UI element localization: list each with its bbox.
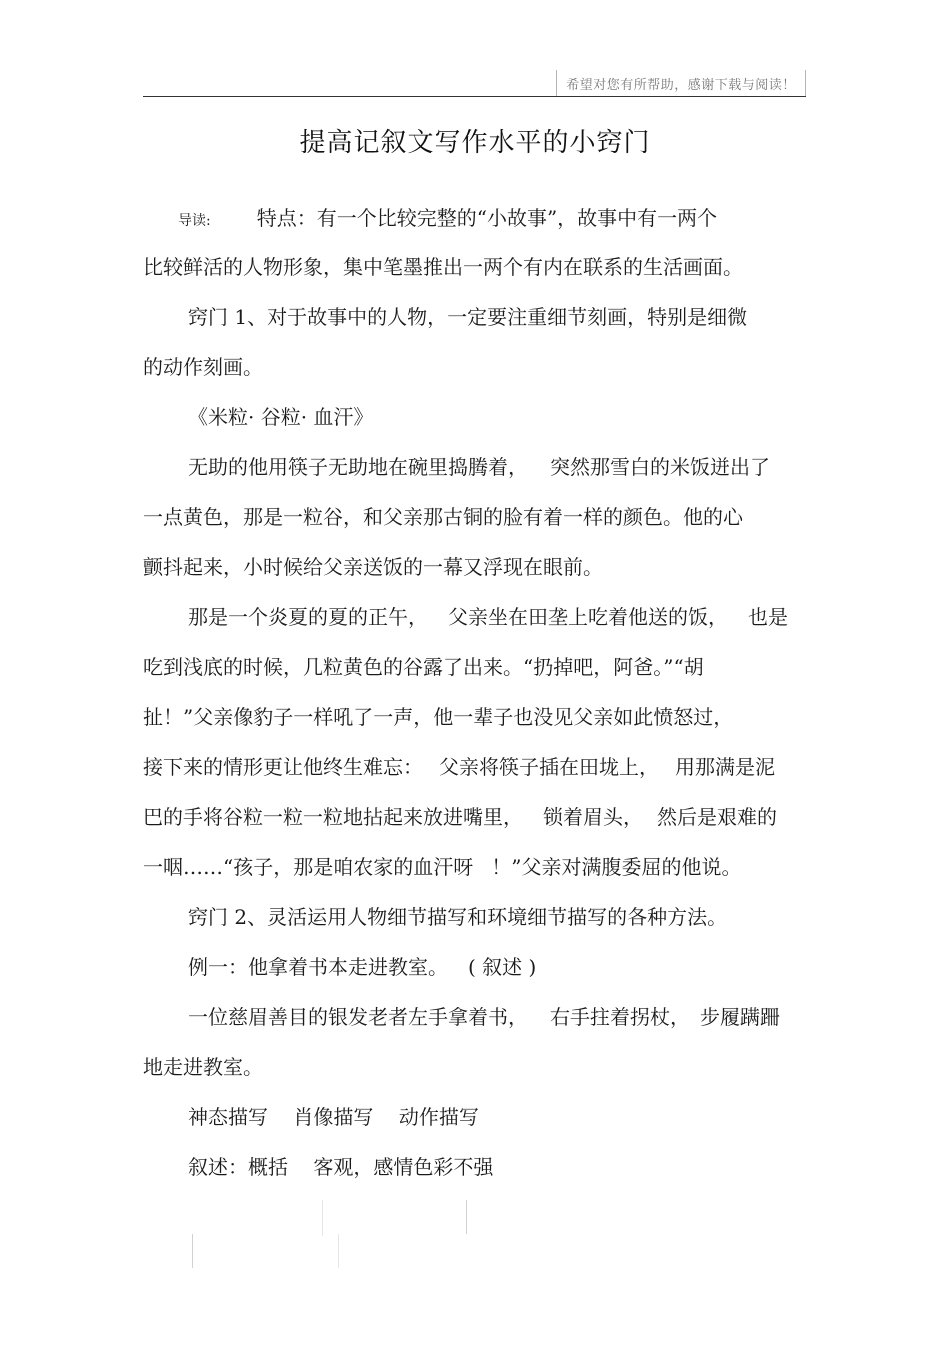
story-p1-line-3: 颤抖起来，小时候给父亲送饭的一幕又浮现在眼前。 <box>143 555 603 579</box>
document-title: 提高记叙文写作水平的小窍门 <box>299 128 651 158</box>
example1-line-1 <box>188 955 536 979</box>
story-p2-line-4b: 父亲将筷子插在田垅上， <box>439 755 659 779</box>
stray-line <box>466 1200 467 1234</box>
story-p1-line-1a: 无助的他用筷子无助地在碗里捣腾着， <box>188 455 528 479</box>
intro-line-1 <box>178 206 717 233</box>
example1-para-line-1 <box>188 1005 780 1029</box>
stray-line <box>322 1200 323 1236</box>
example1-note: ( 叙述 ) <box>468 955 537 979</box>
example1-para-line-2: 地走进教室。 <box>143 1055 263 1079</box>
story-p2-line-5c: 然后是艰难的 <box>657 805 777 829</box>
intro-label: 导读: <box>178 213 211 229</box>
story-p1-line-1b: 突然那雪白的米饭迸出了 <box>550 455 770 479</box>
intro-line-2: 比较鲜活的人物形象，集中笔墨推出一两个有内在联系的生活画面。 <box>143 255 743 279</box>
tip2-line-1: 窍门 2、灵活运用人物细节描写和环境细节描写的各种方法。 <box>188 905 728 929</box>
description-types: 神态描写 肖像描写 动作描写 <box>188 1105 479 1129</box>
stray-line <box>192 1234 193 1268</box>
story-p2-line-6 <box>143 855 741 879</box>
story-p2-line-1 <box>188 605 788 629</box>
story-p2-line-1a: 那是一个炎夏的夏的正午， <box>188 605 428 629</box>
story-p2-line-2: 吃到浅底的时候，几粒黄色的谷露了出来。“扔掉吧，阿爸。”“胡 <box>143 655 704 679</box>
story-p2-line-5b: 锁着眉头， <box>543 805 643 829</box>
example1-para-1c: 步履蹒跚 <box>700 1005 780 1029</box>
story-p2-line-1b: 父亲坐在田垄上吃着他送的饭， <box>448 605 728 629</box>
story-p1-line-1 <box>188 455 770 479</box>
stray-line <box>338 1234 339 1268</box>
story-p2-line-4 <box>143 755 775 779</box>
story-p2-line-3: 扯！”父亲像豹子一样吼了一声，他一辈子也没见父亲如此愤怒过， <box>143 705 734 729</box>
story-p2-line-5 <box>143 805 777 829</box>
tip1-line-2: 的动作刻画。 <box>143 355 263 379</box>
example1-sentence: 例一：他拿着书本走进教室。 <box>188 955 448 979</box>
example1-para-1b: 右手拄着拐杖， <box>550 1005 690 1029</box>
example1-para-1a: 一位慈眉善目的银发老者左手拿着书， <box>188 1005 528 1029</box>
intro-text-1: 特点：有一个比较完整的“小故事”，故事中有一两个 <box>256 206 718 230</box>
narration-summary: 叙述：概括 客观，感情色彩不强 <box>188 1155 494 1179</box>
story-p2-line-5a: 巴的手将谷粒一粒一粒地拈起来放进嘴里， <box>143 805 523 829</box>
story-p2-line-6a: 一咽……“孩子，那是咱农家的血汗呀 <box>143 855 474 879</box>
story-p1-line-2: 一点黄色，那是一粒谷，和父亲那古铜的脸有着一样的颜色。他的心 <box>143 505 743 529</box>
story-p2-line-1c: 也是 <box>748 605 788 629</box>
story-p2-line-4a: 接下来的情形更让他终生难忘： <box>143 755 423 779</box>
story-p2-line-6b: ！”父亲对满腹委屈的他说。 <box>491 855 742 879</box>
header-banner: 希望对您有所帮助，感谢下载与阅读！ <box>556 70 806 96</box>
story-p2-line-4c: 用那满是泥 <box>675 755 775 779</box>
header-rule <box>143 96 806 97</box>
story-title: 《米粒· 谷粒· 血汗》 <box>188 405 374 429</box>
tip1-line-1: 窍门 1、对于故事中的人物，一定要注重细节刻画，特别是细微 <box>188 305 748 329</box>
